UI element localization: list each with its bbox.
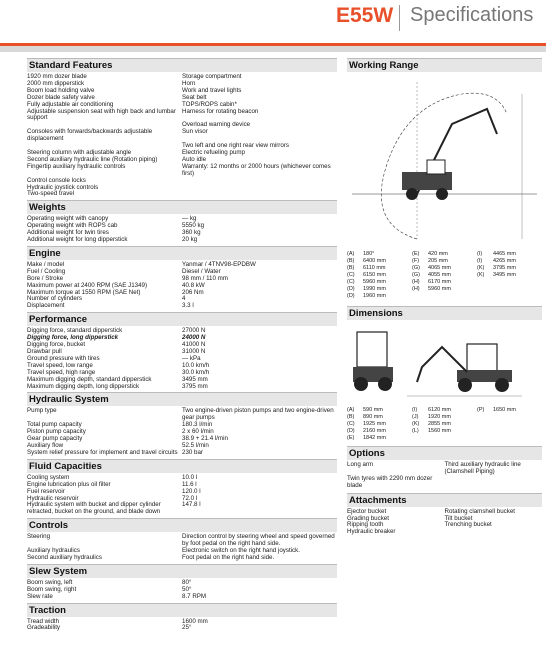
options-title: Options [347, 446, 542, 460]
spec-row [27, 384, 337, 391]
spec-label: Bore / Stroke [27, 274, 64, 282]
spec-label: Number of cylinders [27, 295, 83, 303]
controls-section [27, 518, 337, 562]
engine-section [27, 246, 337, 310]
list-item [445, 529, 543, 536]
spec-label: Auxiliary flow [27, 441, 64, 449]
legend-entry: (L) 1560 mm [412, 428, 451, 434]
spec-label: Maximum digging depth, standard dipperstick [27, 375, 152, 383]
legend-entry: (D) 1990 mm [347, 286, 386, 292]
legend-entry: (J) 1920 mm [412, 414, 451, 420]
working-range-title: Working Range [347, 58, 542, 72]
section-title: Engine [27, 246, 337, 260]
legend-entry: (H) 5960 mm [412, 286, 451, 292]
legend-entry: (G) 4065 mm [412, 265, 451, 271]
diagram-column [347, 58, 542, 536]
section-title: Traction [27, 603, 337, 617]
legend-entry [412, 435, 477, 442]
spec-value [182, 191, 337, 198]
spec-value: 4 [182, 295, 186, 303]
list-item: Ejector bucket [347, 507, 387, 515]
dimensions-legend [347, 407, 542, 442]
legend-entry: (I) 6120 mm [412, 407, 451, 413]
list-item: Third auxiliary hydraulic line (Clamshell Piping) [444, 461, 521, 475]
legend-entry: (E) 420 mm [412, 251, 448, 257]
spec-label: Fuel / Cooling [27, 267, 66, 275]
list-item [445, 476, 543, 490]
spec-label: Additional weight for long dipperstick [27, 236, 128, 244]
spec-value: 120.0 l [182, 487, 201, 495]
legend-entry: (E) 1842 mm [347, 435, 386, 441]
legend-entry: (I) 4465 mm [477, 251, 516, 257]
spec-label: Hydraulic system with bucket and dipper cylinder retracted, bucket on the ground, and blade down [27, 501, 161, 516]
spec-label: Fuel reservoir [27, 487, 65, 495]
legend-entry: (P) 1650 mm [477, 407, 516, 413]
spec-label: Control console locks [27, 176, 86, 184]
legend-entry: (K) 3495 mm [477, 272, 516, 278]
spec-value: 98 mm / 110 mm [182, 274, 228, 282]
spec-value: 360 kg [182, 229, 201, 237]
list-item: Twin tyres with 2290 mm dozer blade [347, 474, 433, 489]
section-title: Standard Features [27, 58, 337, 72]
spec-label: Adjustable suspension seat with high back and lumbar support [27, 107, 176, 122]
spec-value: 25° [182, 624, 192, 632]
spec-value: Harness for rotating beacon [182, 107, 259, 115]
spec-value: 8.7 RPM [182, 592, 207, 600]
spec-value: 5550 kg [182, 222, 205, 230]
spec-value: 80° [182, 578, 192, 586]
spec-label: Piston pump capacity [27, 428, 86, 436]
spec-label: Fingertip auxiliary hydraulic controls [27, 162, 126, 170]
list-item: Trenching bucket [444, 521, 492, 529]
spec-label: Boom swing, left [27, 578, 73, 586]
working-range-diagram [347, 74, 542, 249]
legend-entry: (F) 205 mm [412, 258, 448, 264]
spec-label: Hydraulic joystick controls [27, 183, 99, 191]
spec-label: Two-speed travel [27, 190, 75, 198]
spec-label: Second auxiliary hydraulics [27, 553, 102, 561]
working-range-legend [347, 251, 542, 300]
legend-entry: (H) 6170 mm [412, 279, 451, 285]
header-bar [0, 0, 546, 44]
spec-label: Pump type [27, 407, 57, 415]
working-range-drawing [347, 74, 542, 244]
dimensions-drawing [347, 322, 542, 400]
section-title: Controls [27, 518, 337, 532]
legend-entry: (B) 6110 mm [347, 265, 386, 271]
spec-label: Gradeability [27, 624, 61, 632]
spec-label: Second auxiliary hydraulic line (Rotation piping) [27, 155, 158, 163]
spec-label: Fully adjustable air conditioning [27, 100, 114, 108]
spec-label: Drawbar pull [27, 348, 62, 355]
spec-value: 3495 mm [182, 375, 208, 383]
spec-label: 2000 mm dipperstick [27, 79, 85, 87]
spec-label: Maximum power at 2400 RPM (SAE J1349) [27, 281, 148, 289]
spec-label: Operating weight with canopy [27, 215, 109, 223]
performance-section [27, 312, 337, 390]
slew-section [27, 564, 337, 601]
spec-label: Displacement [27, 302, 65, 310]
legend-entry: (B) 890 mm [347, 414, 383, 420]
list-item: Grading bucket [347, 514, 389, 522]
spec-label: Boom load holding valve [27, 86, 95, 94]
spec-value: 10.0 l [182, 473, 198, 481]
spec-value: 30.0 km/h [182, 368, 210, 376]
legend-entry [477, 435, 542, 442]
spec-row [27, 625, 337, 632]
section-title: Slew System [27, 564, 337, 578]
spec-value: Yanmar / 4TNV98-EPDBW [182, 260, 256, 268]
spec-label: Steering [27, 533, 51, 541]
dimensions-diagram [347, 322, 542, 405]
spec-row [27, 555, 337, 562]
spec-label: Tread width [27, 617, 60, 625]
spec-value: 3.3 l [182, 302, 194, 310]
grey-band [0, 46, 546, 52]
attachments-title: Attachments [347, 493, 542, 507]
legend-entry: (C) 1925 mm [347, 421, 386, 427]
spec-value: 2 x 60 l/min [182, 428, 214, 436]
spec-label: Cooling system [27, 473, 70, 481]
spec-value: 24000 N [182, 334, 206, 342]
spec-value: 27000 N [182, 327, 206, 335]
spec-row [27, 164, 337, 178]
spec-label: Additional weight for twin tires [27, 229, 109, 237]
spec-row [27, 237, 337, 244]
spec-label: Maximum torque at 1550 RPM (SAE Net) [27, 288, 141, 296]
list-item: Ripping tooth [347, 521, 384, 529]
spec-value: 31000 N [182, 348, 206, 355]
section-title: Fluid Capacities [27, 459, 337, 473]
spec-value: Electronic switch on the right hand joystick. [182, 547, 300, 555]
spec-label: Digging force, bucket [27, 341, 86, 349]
spec-value: 206 Nm [182, 288, 204, 296]
spec-label: Maximum digging depth, long dipperstick [27, 382, 140, 390]
legend-entry: (A) 590 mm [347, 407, 383, 413]
spec-value: Warranty: 12 months or 2000 hours (whichever comes first) [182, 162, 331, 177]
dimensions-title: Dimensions [347, 306, 542, 320]
standard-features-section [27, 58, 337, 198]
spec-row [27, 129, 337, 143]
section-title: Weights [27, 200, 337, 214]
spec-label: Travel speed, low range [27, 361, 93, 369]
spec-value: 40.8 kW [182, 281, 205, 289]
spec-value: Two left and one right rear view mirrors [182, 142, 289, 150]
spec-value: 11.6 l [182, 480, 197, 488]
spec-label: Slew rate [27, 592, 53, 600]
spec-row [27, 109, 337, 123]
legend-entry: (C) 5960 mm [347, 279, 386, 285]
spec-label: Digging force, standard dipperstick [27, 327, 123, 335]
spec-value: Sun visor [182, 128, 208, 136]
legend-entry [477, 428, 542, 435]
legend-entry: (B) 6400 mm [347, 258, 386, 264]
spec-label: Consoles with forwards/backwards adjustable displacement [27, 128, 153, 143]
spec-label: Digging force, long dipperstick [27, 334, 119, 342]
spec-value: 3795 mm [182, 382, 208, 390]
spec-label: Dozer blade safety valve [27, 93, 95, 101]
spec-value: Seat belt [182, 93, 207, 101]
model-name: E55W [336, 4, 394, 27]
spec-row [27, 191, 337, 198]
legend-entry [477, 293, 542, 300]
legend-entry [477, 421, 542, 428]
spec-label: System relief pressure for implement and travel circuits [27, 448, 178, 456]
spec-row [27, 594, 337, 601]
spec-label: Steering column with adjustable angle [27, 148, 132, 156]
spec-value: 52.5 l/min [182, 441, 209, 449]
legend-entry: (K) 2855 mm [412, 421, 451, 427]
spec-value: 147.8 l [182, 501, 201, 509]
header-divider [399, 5, 400, 31]
legend-entry [412, 293, 477, 300]
spec-value: Work and travel lights [182, 86, 242, 94]
spec-value: 1600 mm [182, 617, 208, 625]
spec-value: 41000 N [182, 341, 206, 349]
spec-label: Travel speed, high range [27, 368, 96, 376]
spec-value: 20 kg [182, 236, 198, 244]
legend-entry: (C) 6150 mm [347, 272, 386, 278]
hydraulic-section [27, 392, 337, 456]
spec-label: Engine lubrication plus oil filter [27, 480, 111, 488]
spec-label: Make / model [27, 260, 65, 268]
list-item: Tilt bucket [444, 514, 473, 522]
spec-row [27, 303, 337, 310]
attachments-list [347, 509, 542, 537]
section-title: Hydraulic System [27, 392, 337, 406]
spec-value: — kg [182, 215, 197, 223]
spec-value: Direction control by steering wheel and speed governed by foot pedal on the right hand side. [182, 533, 335, 548]
spec-label: Ground pressure with tires [27, 354, 100, 362]
options-list [347, 462, 542, 490]
section-title: Performance [27, 312, 337, 326]
spec-value: Foot pedal on the right hand side. [182, 553, 275, 561]
spec-value: TOPS/ROPS cabin* [182, 100, 237, 108]
list-item: Rotating clamshell bucket [444, 507, 516, 515]
spec-value: Auto idle [182, 155, 207, 163]
spec-row [27, 502, 337, 516]
spec-label: Gear pump capacity [27, 435, 83, 443]
spec-value: Diesel / Water [182, 267, 221, 275]
spec-row [27, 534, 337, 548]
spec-column [27, 58, 337, 634]
spec-value [182, 178, 337, 185]
page-title: Specifications [410, 4, 534, 26]
legend-entry: (K) 3795 mm [477, 265, 516, 271]
weights-section [27, 200, 337, 244]
spec-value: 50° [182, 585, 192, 593]
spec-value: Two engine-driven piston pumps and two engine-driven gear pumps [182, 407, 334, 422]
spec-value: Electric refueling pump [182, 148, 245, 156]
spec-value: 72.0 l [182, 494, 198, 502]
spec-label: 1920 mm dozer blade [27, 73, 87, 80]
spec-value: Overload warning device [182, 121, 251, 129]
spec-row [27, 450, 337, 457]
legend-entry: (A) 180° [347, 251, 375, 257]
spec-value [182, 185, 337, 192]
list-item: Long arm [347, 461, 374, 468]
legend-entry: (G) 4055 mm [412, 272, 451, 278]
spec-row [27, 408, 337, 422]
legend-entry: (I) 4265 mm [477, 258, 516, 264]
legend-entry: (D) 2160 mm [347, 428, 386, 434]
legend-entry: (D) 1960 mm [347, 293, 386, 299]
spec-value: — kPa [182, 354, 201, 362]
legend-entry [477, 414, 542, 421]
spec-value: 10.0 km/h [182, 361, 210, 369]
list-item: Hydraulic breaker [347, 528, 396, 536]
spec-label: Operating weight with ROPS cab [27, 222, 118, 230]
legend-entry [477, 286, 542, 293]
legend-entry [477, 279, 542, 286]
spec-label: Boom swing, right [27, 585, 77, 593]
fluids-section [27, 459, 337, 516]
spec-value: 180.3 l/min [182, 421, 213, 429]
traction-section [27, 603, 337, 633]
spec-label: Total pump capacity [27, 421, 82, 429]
spec-value: 230 bar [182, 448, 203, 456]
spec-value: Storage compartment [182, 73, 242, 80]
spec-value: Horn [182, 79, 196, 87]
spec-label: Hydraulic reservoir [27, 494, 79, 502]
spec-value: 38.9 + 21.4 l/min [182, 435, 228, 443]
spec-label: Auxiliary hydraulics [27, 547, 80, 555]
